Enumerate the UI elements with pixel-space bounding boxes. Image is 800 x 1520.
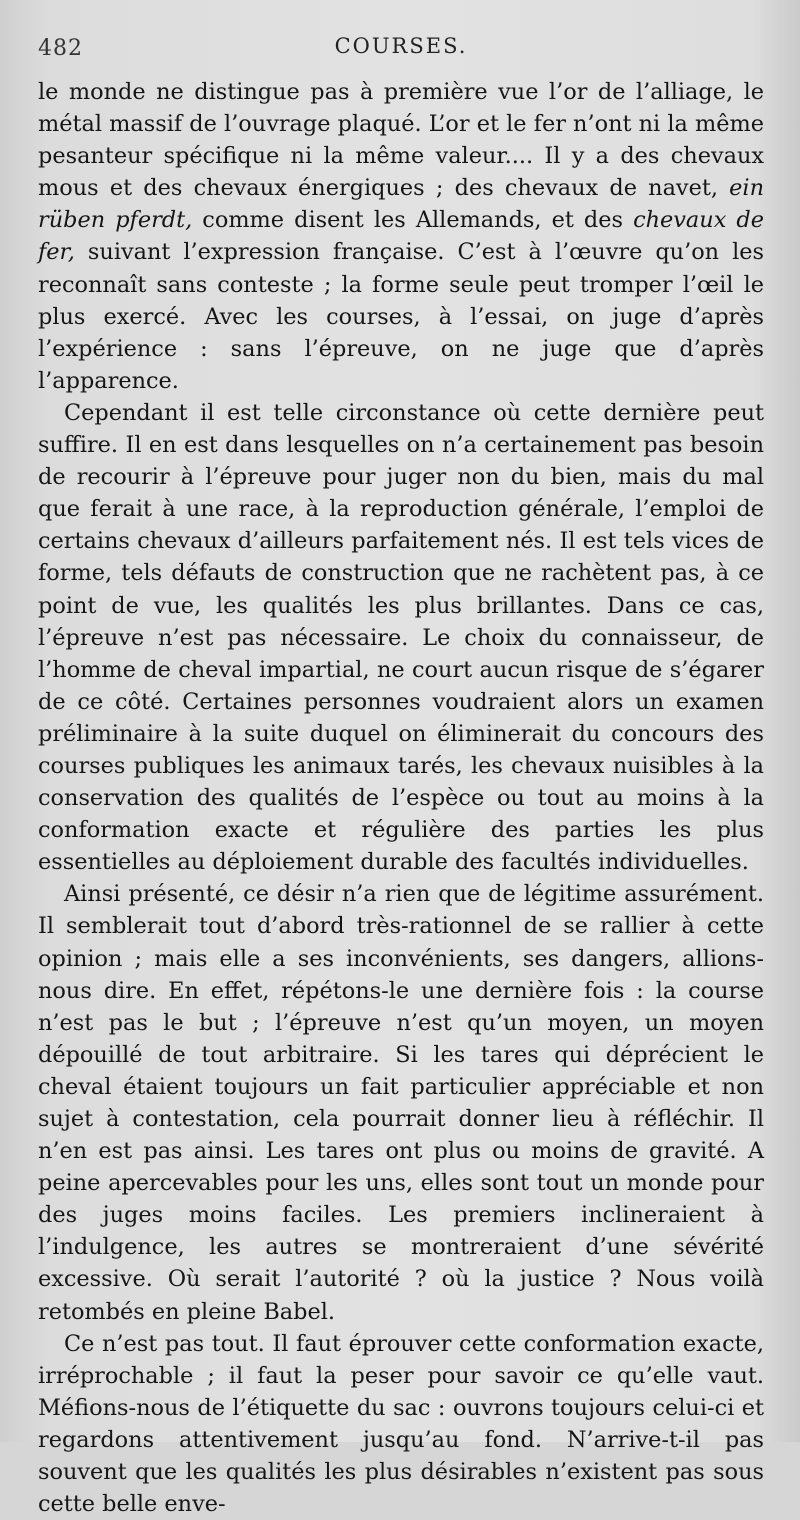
paragraph-1-text-cont: comme disent les Allemands, et des [192, 207, 634, 234]
paragraph-2 [38, 397, 764, 878]
paragraph-2-text: Cependant il est telle circonstance où cette dernière peut suffire. Il en est dans lesquelles on n’a certainement pas besoin de recourir à l’épreuve pour juger non du bien, mais du mal que ferait à une race, à la reproduction générale, l’emploi de certains chevaux d’ailleurs parfaitement nés. Il est tels vices de forme, tels défauts de construction que ne rachètent pas, à ce point de vue, les qualités les plus brillantes. Dans ce cas, l’épreuve n’est pas nécessaire. Le choix du connaisseur, de l’homme de cheval impartial, ne court aucun risque de s’égarer de ce côté. Certaines personnes voudraient alors un examen préliminaire à la suite duquel on éliminerait du concours des courses publiques les animaux tarés, les chevaux nuisibles à la conservation des qualités de l’espèce ou tout au moins à la conformation exacte et régulière des parties les plus essentielles au déploiement durable des facultés individuelles. [38, 399, 764, 876]
paragraph-1-italic-french-phrase: chevaux de fer, [38, 207, 764, 266]
running-title: COURSES. [334, 34, 468, 58]
paragraph-3 [38, 878, 764, 1327]
paragraph-4 [38, 1328, 764, 1520]
paragraph-3-text: Ainsi présenté, ce désir n’a rien que de légitime assurément. Il semblerait tout d’abord très-rationnel de se rallier à cette opinion ; mais elle a ses inconvénients, ses dangers, allions-nous dire. En effet, répétons-le une dernière fois : la course n’est pas le but ; l’épreuve n’est qu’un moyen, un moyen dépouillé de tout arbitraire. Si les tares qui déprécient le cheval étaient toujours un fait particulier appréciable et non sujet à contestation, cela pourrait donner lieu à réfléchir. Il n’en est pas ainsi. Les tares ont plus ou moins de gravité. A peine apercevables pour les uns, elles sont tout un monde pour des juges moins faciles. Les premiers inclineraient à l’indulgence, les autres se montreraient d’une sévérité excessive. Où serait l’autorité ? où la justice ? Nous voilà retombés en pleine Babel. [38, 881, 764, 1325]
paragraph-4-text: Ce n’est pas tout. Il faut éprouver cette conformation exacte, irréprochable ; il faut la peser pour savoir ce qu’elle vaut. Méfions-nous de l’étiquette du sac : ouvrons toujours celui-ci et regardons attentivement jusqu’au fond. N’arrive-t-il pas souvent que les qualités les plus désirables n’existent pas sous cette belle enve- [38, 1330, 764, 1518]
body-text [38, 76, 764, 1520]
paragraph-1-text: le monde ne distingue pas à première vue l’or de l’alliage, le métal massif de l’ouvrage plaqué. L’or et le fer n’ont ni la même pesanteur spécifique ni la même valeur.... Il y a des chevaux mous et des chevaux énergiques ; des chevaux de navet, [38, 79, 764, 202]
running-head [38, 30, 764, 76]
paragraph-1-italic-german-phrase: ein rüben pferdt, [38, 175, 764, 234]
paragraph-1 [38, 76, 764, 397]
page-number: 482 [38, 36, 83, 61]
paragraph-1-text-end: suivant l’expression française. C’est à l’œuvre qu’on les reconnaît sans conteste ; la forme seule peut tromper l’œil le plus exercé. Avec les courses, à l’essai, on juge d’après l’expérience : sans l’épreuve, on ne juge que d’après l’apparence. [38, 239, 764, 394]
